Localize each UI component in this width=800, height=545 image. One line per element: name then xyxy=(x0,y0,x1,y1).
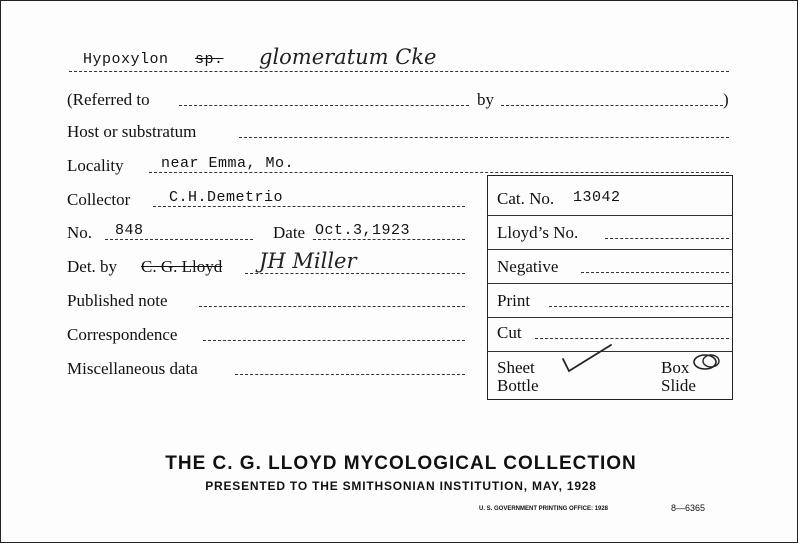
locality-value: near Emma, Mo. xyxy=(161,155,295,172)
correspondence-label: Correspondence xyxy=(67,325,178,344)
line-no xyxy=(105,239,253,240)
printing-office-note: U. S. GOVERNMENT PRINTING OFFICE: 1928 xyxy=(479,506,609,512)
form-number: 8—6365 xyxy=(671,503,706,513)
box-divider-4 xyxy=(487,317,732,318)
close-paren: ) xyxy=(723,90,729,109)
det-handwritten: JH Miller xyxy=(259,249,357,273)
genus-typed: Hypoxylon xyxy=(83,51,169,68)
box-label: Box xyxy=(661,358,690,377)
det-struck: C. G. Lloyd xyxy=(141,257,223,276)
det-label: Det. by xyxy=(67,257,118,276)
line-collector xyxy=(153,206,465,207)
line-date xyxy=(313,239,465,240)
line-host xyxy=(239,137,729,138)
line-published xyxy=(199,306,465,307)
no-value: 848 xyxy=(115,222,144,239)
line-lloyds xyxy=(605,238,729,239)
misc-label: Miscellaneous data xyxy=(67,359,198,378)
sheet-label: Sheet xyxy=(497,358,535,377)
host-label: Host or substratum xyxy=(67,122,197,141)
genus-struck-abbrev: sp. xyxy=(195,51,224,68)
date-label: Date xyxy=(273,223,306,242)
line-correspondence xyxy=(203,340,465,341)
cat-value: 13042 xyxy=(573,189,621,206)
cut-label: Cut xyxy=(497,323,522,342)
published-label: Published note xyxy=(67,291,168,310)
referred-label: (Referred to xyxy=(67,90,150,109)
line-by xyxy=(501,105,723,106)
bottle-label: Bottle xyxy=(497,376,539,395)
line-cut xyxy=(535,338,729,339)
line-name xyxy=(69,71,729,72)
sheet-checkmark-icon xyxy=(559,341,615,375)
box-divider-2 xyxy=(487,249,732,250)
print-label: Print xyxy=(497,291,531,310)
species-handwritten: glomeratum Cke xyxy=(259,45,437,69)
date-value: Oct.3,1923 xyxy=(315,222,411,239)
collector-label: Collector xyxy=(67,190,131,209)
slide-label: Slide xyxy=(661,376,696,395)
lloyds-label: Lloyd’s No. xyxy=(497,223,579,242)
collection-subtitle: PRESENTED TO THE SMITHSONIAN INSTITUTION, MAY, 1928 xyxy=(205,479,597,493)
collection-title: THE C. G. LLOYD MYCOLOGICAL COLLECTION xyxy=(165,453,637,474)
cat-label: Cat. No. xyxy=(497,189,555,208)
box-scribble-icon xyxy=(691,351,723,373)
by-label: by xyxy=(477,90,494,109)
box-divider-1 xyxy=(487,215,732,216)
no-label: No. xyxy=(67,223,93,242)
line-referred xyxy=(179,105,469,106)
line-misc xyxy=(235,374,465,375)
collector-value: C.H.Demetrio xyxy=(169,189,284,206)
box-divider-3 xyxy=(487,283,732,284)
line-det xyxy=(245,273,465,274)
line-locality xyxy=(149,172,729,173)
line-print xyxy=(549,306,729,307)
negative-label: Negative xyxy=(497,257,559,276)
line-negative xyxy=(581,272,729,273)
locality-label: Locality xyxy=(67,156,124,175)
